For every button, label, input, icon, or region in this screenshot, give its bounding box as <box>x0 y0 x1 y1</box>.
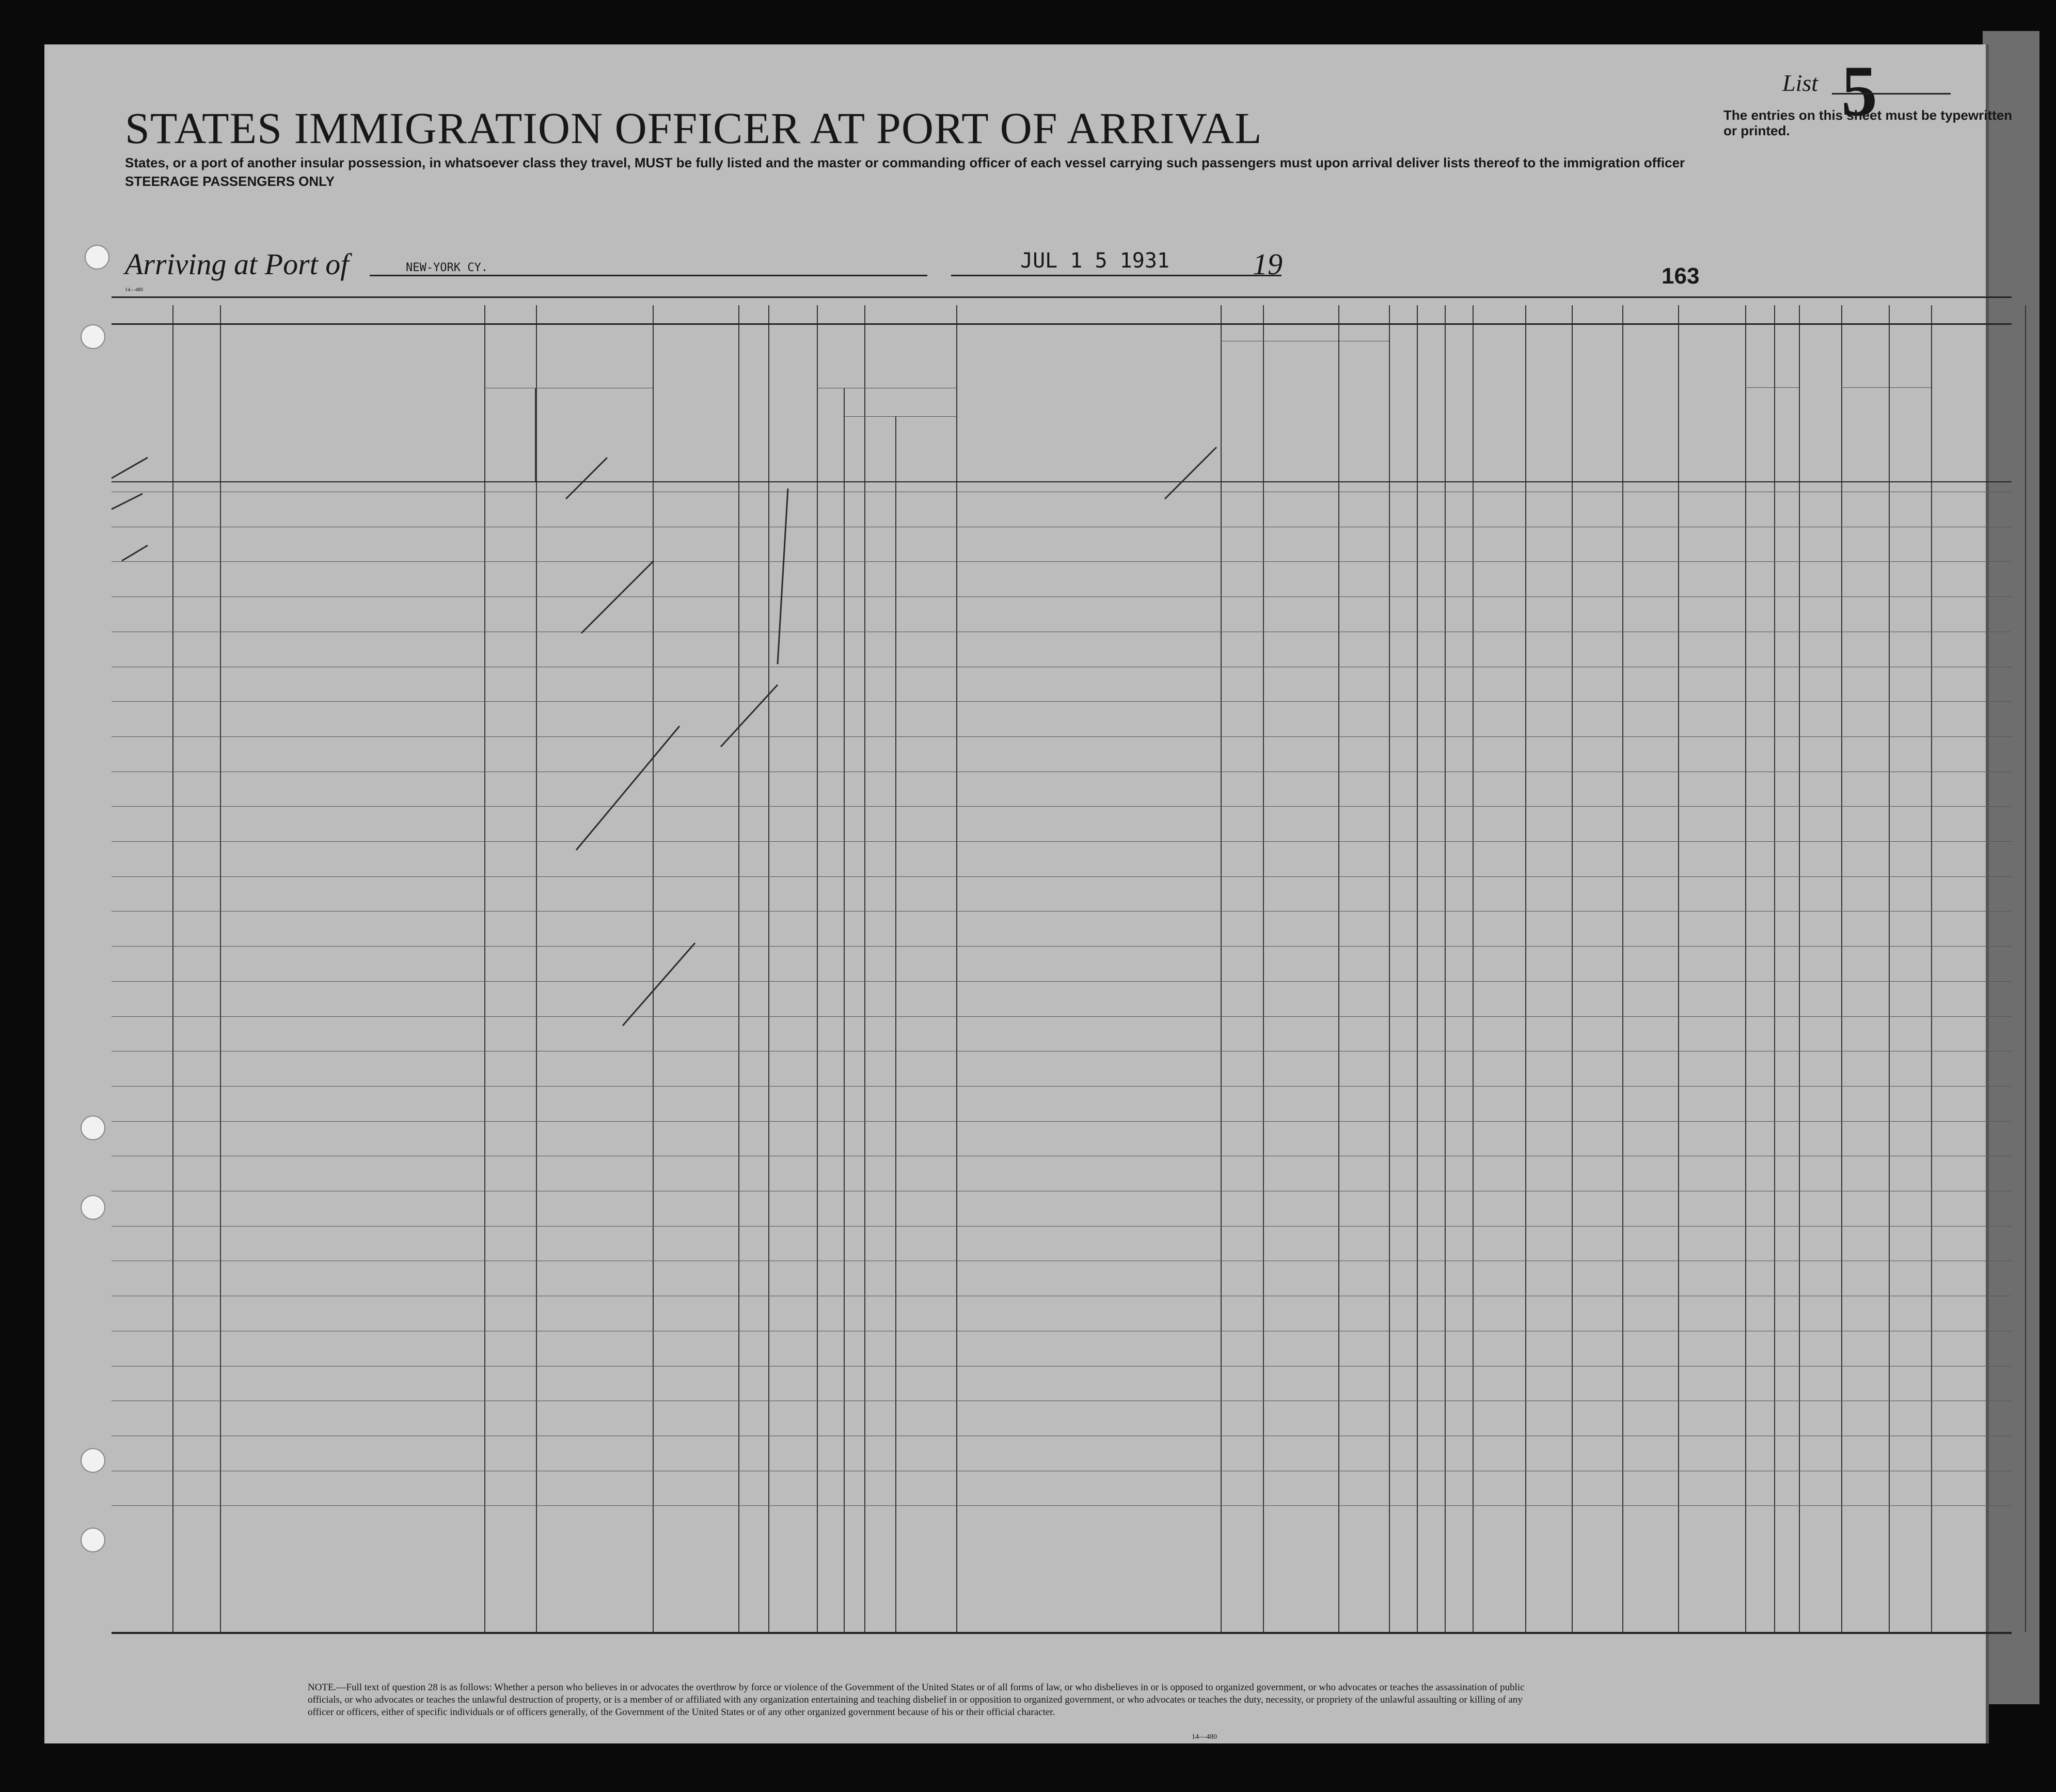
subheader-rule <box>1745 387 1799 388</box>
instruction-text: States, or a port of another insular possession, in whatsoever class they travel, MUST be fully listed and the master or commanding officer of each vessel carrying such passengers must upon arrival deliver lists thereof to the immigration officer <box>125 155 1685 170</box>
header-num-rule <box>112 323 2012 325</box>
subheader-rule <box>844 388 845 1632</box>
subheader-rule <box>895 416 896 1632</box>
row-rule <box>112 736 2012 737</box>
column-rule <box>2025 305 2026 1632</box>
column-rule <box>172 305 173 1632</box>
row-rule <box>112 701 2012 702</box>
row-rule <box>112 1505 2012 1506</box>
column-rule <box>956 305 957 1632</box>
pen-stroke <box>1165 447 1216 499</box>
manifest-sheet <box>44 44 2013 1743</box>
row-rule <box>112 561 2012 562</box>
column-rule <box>1622 305 1623 1632</box>
binder-hole <box>85 245 109 270</box>
row-rule <box>112 1121 2012 1122</box>
column-rule <box>653 305 654 1632</box>
subheader-rule <box>844 416 956 417</box>
page-title: STATES IMMIGRATION OFFICER AT PORT OF ARRIVAL <box>125 103 1262 153</box>
binder-hole <box>81 324 105 349</box>
column-rule <box>1525 305 1526 1632</box>
entries-note: The entries on this sheet must be typewritten or printed. <box>1723 107 2013 138</box>
column-rule <box>1931 305 1932 1632</box>
footnote-code: 14—480 <box>1192 1733 1217 1741</box>
arrival-date-stamp: JUL 1 5 1931 <box>1020 249 1169 273</box>
port-stamp: NEW-YORK CY. <box>406 261 488 274</box>
column-rule <box>1445 305 1446 1632</box>
column-rule <box>864 305 865 1632</box>
column-rule <box>738 305 739 1632</box>
column-rule <box>1572 305 1573 1632</box>
column-rule <box>768 305 769 1632</box>
binder-hole <box>81 1115 105 1140</box>
binding-strip <box>1983 31 2039 1704</box>
list-number: 5 <box>1841 51 1877 131</box>
form-code: 14—480 <box>125 287 143 293</box>
pen-stroke <box>122 545 148 561</box>
pen-stroke <box>778 489 788 664</box>
year-prefix: 19 <box>1253 247 1283 281</box>
column-rule <box>220 305 221 1632</box>
arriving-label: Arriving at Port of <box>125 247 349 281</box>
column-rule <box>1799 305 1800 1632</box>
column-rule <box>1389 305 1390 1632</box>
column-rule <box>1473 305 1474 1632</box>
column-rule <box>817 305 818 1632</box>
pen-stroke <box>112 494 143 509</box>
row-rule <box>112 1226 2012 1227</box>
column-rule <box>484 305 485 1632</box>
column-rule <box>1417 305 1418 1632</box>
row-rule <box>112 981 2012 982</box>
column-rule <box>536 305 537 1632</box>
row-rule <box>112 841 2012 842</box>
row-rule <box>112 596 2012 597</box>
binder-hole <box>81 1528 105 1552</box>
subheader-rule <box>1841 387 1931 388</box>
subheader-rule <box>1338 341 1339 1632</box>
pen-check-strokes <box>44 44 1986 1743</box>
subheader-rule <box>1774 387 1775 1632</box>
port-line <box>370 275 927 276</box>
header-top-rule <box>112 296 2012 298</box>
column-rule <box>1841 305 1842 1632</box>
table-bottom-rule <box>112 1632 2012 1634</box>
column-rule <box>1221 305 1222 1632</box>
list-underline <box>1832 93 1951 95</box>
row-rule <box>112 1016 2012 1017</box>
binder-hole <box>81 1448 105 1473</box>
column-rule <box>1678 305 1679 1632</box>
page-number: 163 <box>1662 263 1700 289</box>
row-rule <box>112 806 2012 807</box>
header-bottom-rule <box>112 481 2012 482</box>
pen-stroke <box>623 943 695 1026</box>
row-rule <box>112 876 2012 877</box>
row-rule <box>112 1086 2012 1087</box>
pen-stroke <box>112 458 148 478</box>
passenger-class: STEERAGE PASSENGERS ONLY <box>125 174 335 189</box>
binder-hole <box>81 1195 105 1220</box>
date-line <box>951 275 1282 276</box>
pen-stroke <box>566 458 607 499</box>
column-rule <box>1745 305 1746 1632</box>
subheader-rule <box>1889 387 1890 1632</box>
footnote: NOTE.—Full text of question 28 is as follows: Whether a person who believes in or advocates the overthrow by force or violence of the Government of the United States or of all forms of law, or who disbelieves in or is opposed to organized government, or who advocates or teaches the assassination of public officials, or who advocates or teaches the unlawful destruction of property, or is a member of or affiliated with any organization entertaining and teaching disbelief in or opposition to organized government, or who advocates or teaches the duty, necessity, or propriety of the unlawful assaulting or killing of any officer or officers, either of specific individuals or of officers generally, of the Government of the United States or of any other organized government because of his or their official character. <box>308 1682 1525 1718</box>
list-label: List <box>1782 70 1818 96</box>
pen-stroke <box>576 726 679 850</box>
row-rule <box>112 946 2012 947</box>
subheader-rule <box>535 388 536 481</box>
subheader-rule <box>1263 341 1264 1632</box>
